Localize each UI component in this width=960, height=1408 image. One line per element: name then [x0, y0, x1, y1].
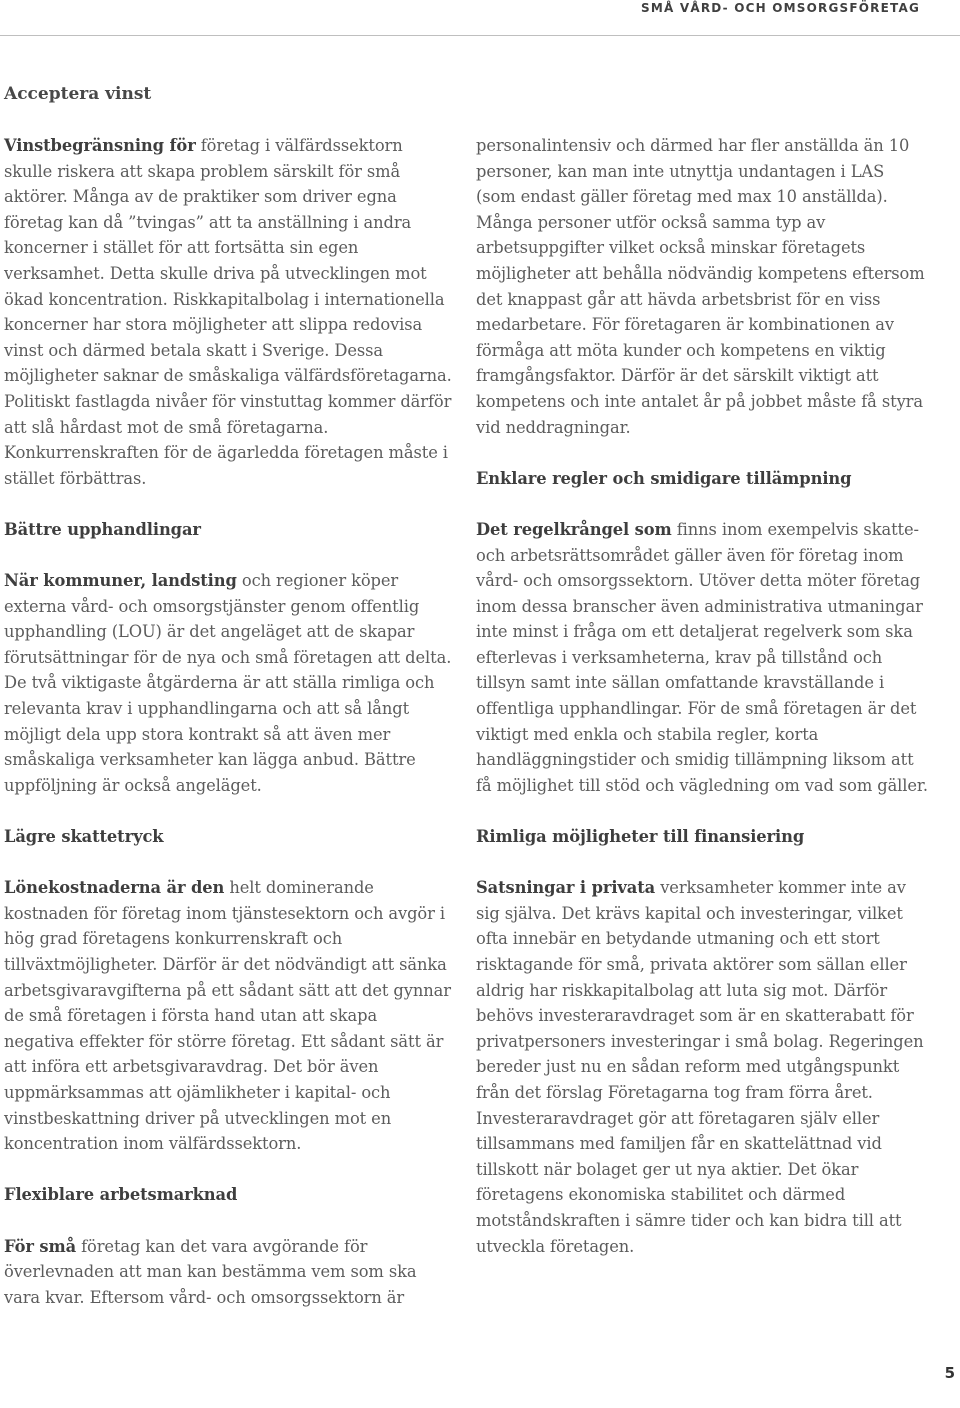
heading-finansiering: Rimliga möjligheter till finansiering [476, 827, 805, 847]
paragraph-vinst [4, 133, 452, 491]
page-number: 5 [944, 1364, 955, 1382]
paragraph-upphandlingar [4, 568, 452, 798]
lead-in: När kommuner, landsting [4, 571, 237, 591]
heading-skattetryck: Lägre skattetryck [4, 827, 164, 847]
right-column [476, 133, 928, 1259]
lead-in: Vinstbegränsning för [4, 136, 196, 155]
paragraph-text: personalintensiv och därmed har fler anställda än 10 personer, kan man inte utnyttja undantagen i LAS (som endast gäller företag med max 10 anställda). Många personer utför också samma typ av arbetsuppgifter vilket också minskar företagets möjligheter att behålla nödvändig kompetens eftersom det knappast går att hävda arbetsbrist för en viss medarbetare. För företagaren är kombinationen av förmåga att möta kunder och kompetens en viktig framgångsfaktor. Därför är det särskilt viktigt att kompetens och inte antalet år på jobbet måste få styra vid neddragningar. [476, 136, 925, 437]
heading-upphandlingar: Bättre upphandlingar [4, 519, 201, 539]
paragraph-finansiering [476, 875, 928, 1259]
page-title: Acceptera vinst [4, 84, 152, 104]
paragraph-regler [476, 517, 928, 799]
paragraph-arbetsmarknad-cont [476, 133, 928, 440]
heading-arbetsmarknad: Flexiblare arbetsmarknad [4, 1185, 238, 1205]
running-header [0, 0, 960, 36]
heading-regler: Enklare regler och smidigare tillämpning [476, 468, 852, 488]
lead-in: Satsningar i privata [476, 878, 656, 898]
running-header-title: SMÅ VÅRD- OCH OMSORGSFÖRETAG [641, 1, 920, 15]
paragraph-text: företag i välfärdssektorn skulle riskera att skapa problem särskilt för små aktörer. Många av de praktiker som driver egna företag kan då ”tvingas” att ta anställning i andra koncerner i stället för att fortsätta sin egen verksamhet. Detta skulle driva på utvecklingen mot ökad koncentration. Riskkapitalbolag i internationella koncerner har stora möjligheter att slippa redovisa vinst och därmed betala skatt i Sverige. Dessa möjligheter saknar de småskaliga välfärdsföretagarna. Politiskt fastlagda nivåer för vinstuttag kommer därför att slå hårdast mot de små företagarna. Konkurrenskraften för de ägarledda företagen måste i stället förbättras. [4, 136, 452, 488]
lead-in: Det regelkrångel som [476, 519, 672, 539]
paragraph-text: företag kan det vara avgörande för överlevnaden att man kan bestämma vem som ska vara kvar. Eftersom vård- och omsorgssektorn är [4, 1236, 417, 1307]
left-column [4, 133, 452, 1310]
paragraph-text: verksamheter kommer inte av sig själva. Det krävs kapital och investeringar, vilket ofta innebär en betydande utmaning och ett stort risktagande för små, privata aktörer som sällan eller aldrig har riskkapitalbolag att luta sig mot. Därför behövs investeraravdraget som är en skatterabatt för privatpersoners investeringar i små bolag. Regeringen bereder just nu en sådan reform med utgångspunkt från det förslag Företagarna tog fram förra året. Investeraravdraget gör att företagaren själv eller tillsammans med familjen får en skattelättnad vid tillskott när bolaget ger ut nya aktier. Det ökar företagens ekonomiska stabilitet och därmed motståndskraften i sämre tider och kan bidra till att utveckla företagen. [476, 878, 924, 1256]
paragraph-text: helt dominerande kostnaden för företag inom tjänstesektorn och avgör i hög grad företagens konkurrenskraft och tillväxtmöjligheter. Därför är det nödvändigt att sänka arbetsgivaravgifterna på ett sådant sätt att det gynnar de små företagen i första hand utan att skapa negativa effekter för större företag. Ett sådant sätt är att införa ett arbetsgivaravdrag. Det bör även uppmärksammas att ojämlikheter i kapital- och vinstbeskattning driver på utvecklingen mot en koncentration inom välfärdssektorn. [4, 878, 451, 1154]
paragraph-text: finns inom exempelvis skatte- och arbetsrättsområdet gäller även för företag inom vård- och omsorgssektorn. Utöver detta möter företag inom dessa branscher även administrativa utmaningar inte minst i fråga om ett detaljerat regelverk som ska efterlevas i verksamheterna, krav på tillstånd och tillsyn samt inte sällan omfattande kravställande i offentliga upphandlingar. För de små företagen är det viktigt med enkla och stabila regler, korta handläggningstider och smidig tillämpning liksom att få möjlighet till stöd och vägledning om vad som gäller. [476, 519, 928, 795]
lead-in: För små [4, 1236, 77, 1256]
lead-in: Lönekostnaderna är den [4, 878, 225, 898]
paragraph-skattetryck [4, 875, 452, 1157]
paragraph-text: och regioner köper externa vård- och omsorgstjänster genom offentlig upphandling (LOU) är det angeläget att de skapar förutsättningar för de nya och små företagen att delta. De två viktigaste åtgärderna är att ställa rimliga och relevanta krav i upphandlingarna och att så långt möjligt dela upp stora kontrakt så att även mer småskaliga verksamheter kan lägga anbud. Bättre uppföljning är också angeläget. [4, 571, 452, 795]
paragraph-arbetsmarknad [4, 1234, 452, 1311]
